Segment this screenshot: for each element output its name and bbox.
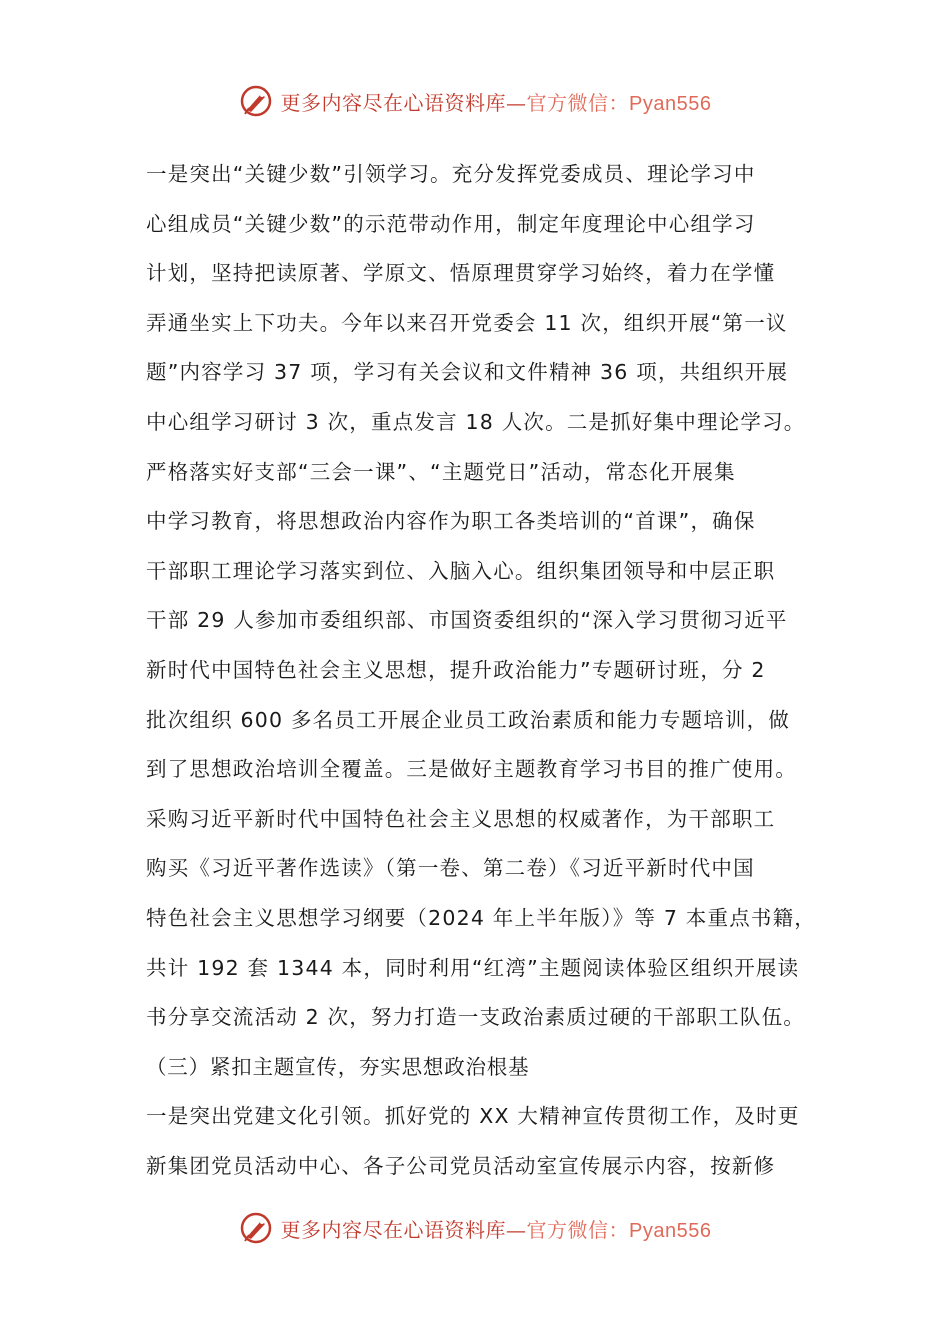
body-line: 购买《习近平著作选读》（第一卷、第二卷）《习近平新时代中国 — [146, 856, 755, 881]
banner-text — [281, 1214, 712, 1243]
banner-separator: — — [506, 90, 527, 115]
body-line: 一是突出“关键少数”引领学习。充分发挥党委成员、理论学习中 — [146, 162, 756, 186]
body-line: 干部职工理论学习落实到位、入脑入心。组织集团领导和中层正职 — [146, 558, 776, 583]
body-line: 采购习近平新时代中国特色社会主义思想的权威著作，为干部职工 — [146, 806, 776, 831]
body-line: 计划，坚持把读原著、学原文、悟原理贯穿学习始终，着力在学懂 — [146, 261, 776, 286]
body-line: 新时代中国特色社会主义思想，提升政治能力”专题研讨班，分 2 — [146, 657, 766, 682]
body-line: 特色社会主义思想学习纲要（2024 年上半年版）》等 7 本重点书籍， — [146, 905, 817, 930]
body-line: 一是突出党建文化引领。抓好党的 XX 大精神宣传贯彻工作，及时更 — [146, 1104, 800, 1129]
header-watermark-banner — [0, 84, 950, 118]
banner-text — [281, 87, 712, 116]
pen-logo-icon — [239, 1211, 273, 1245]
banner-wechat-text: 官方微信：Pyan556 — [526, 1219, 712, 1242]
body-line: 中心组学习研讨 3 次，重点发言 18 人次。二是抓好集中理论学习。 — [146, 409, 806, 434]
body-line: 新集团党员活动中心、各子公司党员活动室宣传展示内容，按新修 — [146, 1153, 776, 1178]
banner-separator: — — [506, 1217, 527, 1242]
body-line: 心组成员“关键少数”的示范带动作用，制定年度理论中心组学习 — [146, 211, 756, 236]
footer-watermark-banner — [0, 1211, 950, 1245]
banner-wechat-text: 官方微信：Pyan556 — [526, 92, 712, 115]
body-line: 到了思想政治培训全覆盖。三是做好主题教育学习书目的推广使用。 — [146, 757, 797, 782]
body-line: 批次组织 600 多名员工开展企业员工政治素质和能力专题培训，做 — [146, 707, 791, 732]
body-line: 中学习教育，将思想政治内容作为职工各类培训的“首课”，确保 — [146, 509, 756, 534]
pen-logo-icon — [239, 84, 273, 118]
document-body — [146, 150, 818, 1191]
banner-main-text: 更多内容尽在心语资料库 — [280, 1217, 507, 1242]
body-line: 题”内容学习 37 项，学习有关会议和文件精神 36 项，共组织开展 — [146, 360, 789, 385]
body-line: 干部 29 人参加市委组织部、市国资委组织的“深入学习贯彻习近平 — [146, 608, 788, 633]
body-line: 弄通坐实上下功夫。今年以来召开党委会 11 次，组织开展“第一议 — [146, 310, 788, 335]
section-heading: （三）紧扣主题宣传，夯实思想政治根基 — [146, 1054, 530, 1079]
body-line: 共计 192 套 1344 本，同时利用“红湾”主题阅读体验区组织开展读 — [146, 955, 800, 980]
body-line: 书分享交流活动 2 次，努力打造一支政治素质过硬的干部职工队伍。 — [146, 1005, 805, 1030]
banner-main-text: 更多内容尽在心语资料库 — [280, 90, 507, 115]
body-line: 严格落实好支部“三会一课”、“主题党日”活动，常态化开展集 — [146, 459, 736, 484]
